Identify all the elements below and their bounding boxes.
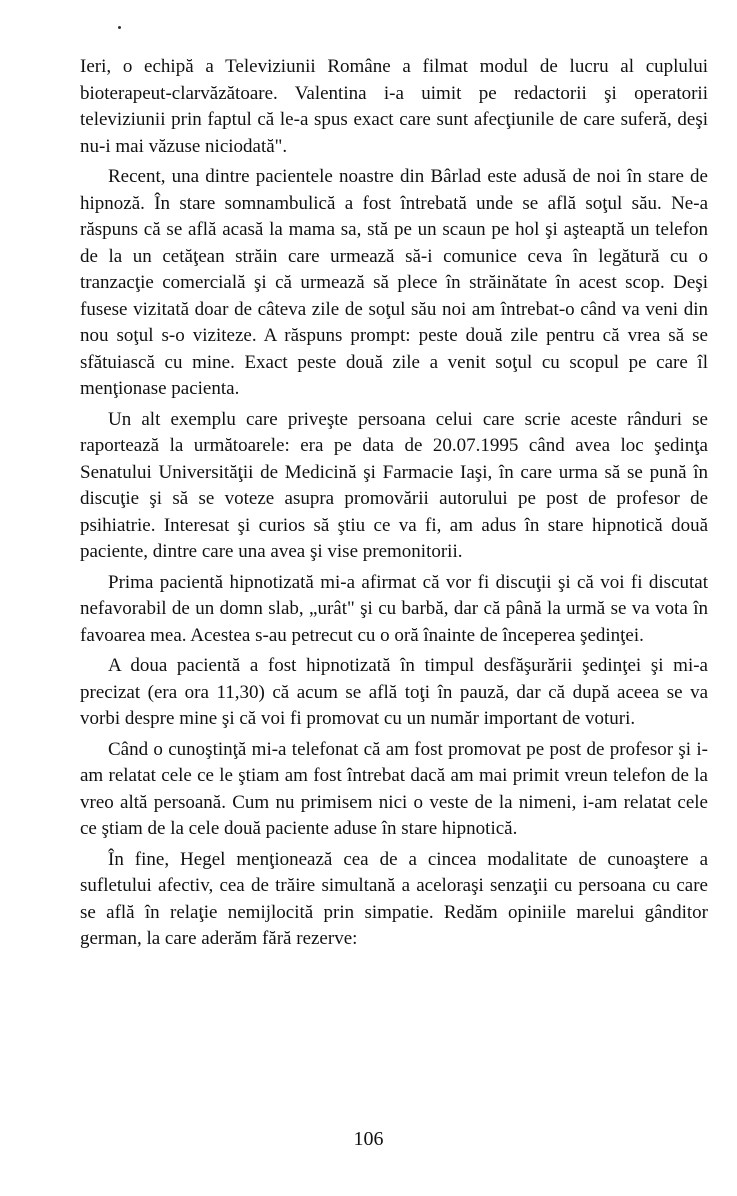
scan-speck xyxy=(118,26,121,29)
body-text xyxy=(80,54,708,953)
paragraph-6: Când o cunoştinţă mi-a telefonat că am fost promovat pe post de profesor şi i-am relatat cele ce le ştiam am fost întrebat dacă am mai primit vreun telefon de la vreo altă persoană. Cum nu primisem nici o veste de la nimeni, i-am relatat cele ce ştiam de la cele două paciente aduse în stare hipnotică. xyxy=(80,738,708,839)
page-number: 106 xyxy=(353,1128,384,1150)
paragraph-2: Recent, una dintre pacientele noastre din Bârlad este adusă de noi în stare de hipnoză. În stare somnambulică a fost întrebată unde se află soţul său. Ne-a răspuns că se află acasă la mama sa, stă pe un scaun pe hol şi aşteaptă un telefon de la un cetăţean străin care urmează să-i comunice ceva în legătură cu o tranzacţie comercială şi că urmează să plece în străinătate în acest scop. Deşi fusese vizitată doar de câteva zile de soţul său noi am întrebat-o când va veni din nou soţul s-o viziteze. A răspuns prompt: peste două zile pentru că vrea să se sfătuiască cu mine. Exact peste două zile a venit soţul cu scopul pe care îl menţionase pacienta. xyxy=(80,166,708,399)
paragraph-3: Un alt exemplu care priveşte persoana celui care scrie aceste rânduri se raportează la următoarele: era pe data de 20.07.1995 când avea loc şedinţa Senatului Universităţii de Medicină şi Farmacie Iaşi, în care urma să se pună în discuţie şi să se voteze asupra promovării autorului pe post de profesor de psihiatrie. Interesat şi curios să ştiu ce va fi, am adus în stare hipnotică două paciente, dintre care una avea şi vise premonitorii. xyxy=(80,408,708,562)
paragraph-5: A doua pacientă a fost hipnotizată în timpul desfăşurării şedinţei şi mi-a precizat (era ora 11,30) că acum se află toţi în pauză, dar că după aceea se va vorbi despre mine şi că voi fi promovat cu un număr important de voturi. xyxy=(80,655,708,729)
paragraph-1: Ieri, o echipă a Televiziunii Române a filmat modul de lucru al cuplului bioterapeut-clarvăzătoare. Valentina i-a uimit pe redactorii şi operatorii televiziunii prin faptul că le-a spus exact care sunt afecţiunile de care suferă, deşi nu-i mai văzuse niciodată". xyxy=(80,56,708,157)
paragraph-7: În fine, Hegel menţionează cea de a cincea modalitate de cunoaştere a sufletului afectiv, cea de trăire simultană a aceloraşi senzaţii cu persoana cu care se află în relaţie nemijlocită prin simpatie. Redăm opiniile marelui gânditor german, la care aderăm fără rezerve: xyxy=(80,848,708,949)
paragraph-4: Prima pacientă hipnotizată mi-a afirmat că vor fi discuţii şi că voi fi discutat nefavorabil de un domn slab, „urât" şi cu barbă, dar că până la urmă se va vota în favoarea mea. Acestea s-au petrecut cu o oră înainte de începerea şedinţei. xyxy=(80,571,708,646)
